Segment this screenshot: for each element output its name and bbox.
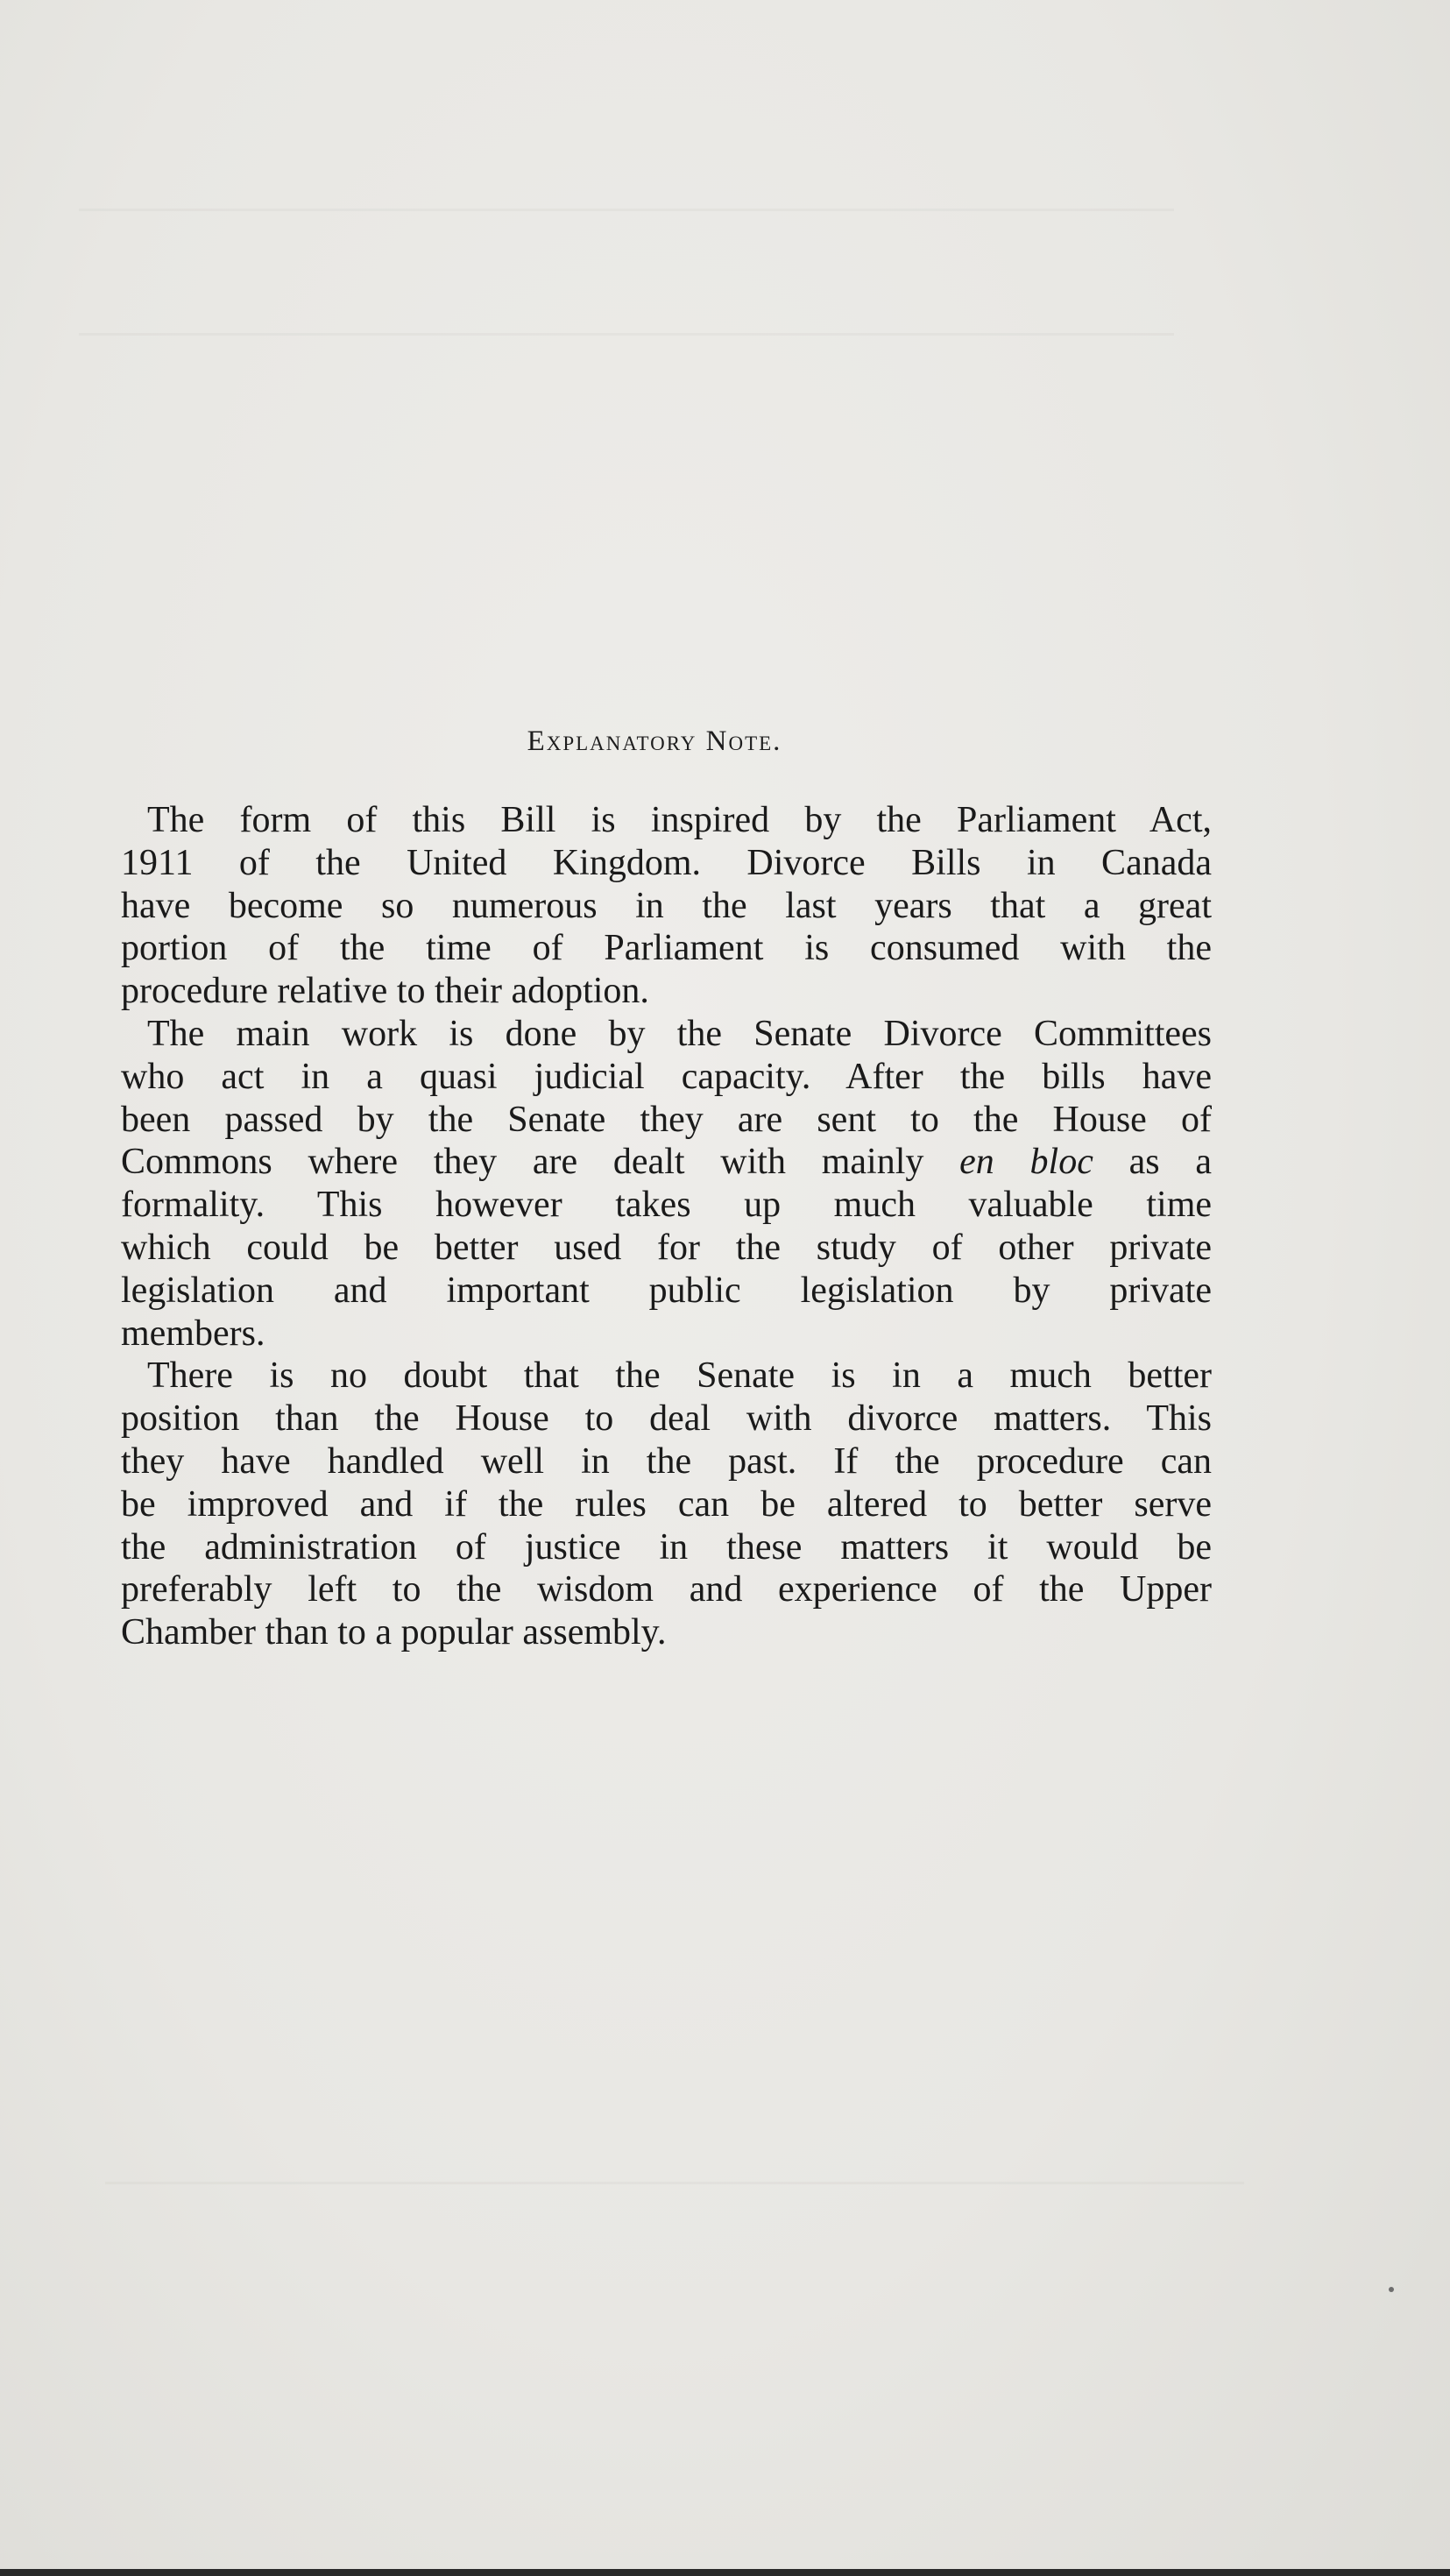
text-line: The form of this Bill is inspired by the Parliament Act, [147, 800, 1212, 840]
show-through-rule-top [79, 209, 1174, 211]
paragraph-1 [121, 799, 1212, 1013]
paragraph-2 [121, 1013, 1212, 1355]
text-line: been passed by the Senate they are sent to the House of [121, 1099, 1212, 1140]
paragraph-3 [121, 1355, 1212, 1654]
text-line: have become so numerous in the last years that a great [121, 885, 1212, 926]
italic-phrase: en bloc [959, 1142, 1093, 1183]
text-line: who act in a quasi judicial capacity. After the bills have [121, 1056, 1212, 1097]
text-segment: Commons where they are dealt with mainly [121, 1142, 924, 1183]
text-line: preferably left to the wisdom and experience of the Upper [121, 1569, 1212, 1610]
text-line: 1911 of the United Kingdom. Divorce Bills in Canada [121, 842, 1212, 883]
text-line-with-italic [121, 1141, 1212, 1184]
show-through-rule-lower [105, 2182, 1244, 2184]
page-bottom-edge [0, 2569, 1450, 2576]
text-line: formality. This however takes up much valuable time [121, 1185, 1212, 1226]
explanatory-note-heading: Explanatory Note. [527, 725, 782, 757]
text-line: which could be better used for the study of other private [121, 1227, 1212, 1268]
text-line: be improved and if the rules can be altered to better serve [121, 1483, 1212, 1525]
text-line: legislation and important public legislation by private [121, 1270, 1212, 1311]
text-line: they have handled well in the past. If the procedure can [121, 1440, 1212, 1482]
text-line: portion of the time of Parliament is consumed with the [121, 928, 1212, 969]
text-line: the administration of justice in these matters it would be [121, 1526, 1212, 1568]
text-segment: as a [1128, 1142, 1213, 1183]
show-through-rule-mid [79, 333, 1174, 336]
dust-speck [1389, 2287, 1394, 2292]
text-line: The main work is done by the Senate Divorce Committees [147, 1013, 1212, 1054]
text-line: position than the House to deal with divorce matters. This [121, 1398, 1212, 1440]
text-line: Chamber than to a popular assembly. [121, 1612, 667, 1653]
text-line: members. [121, 1313, 265, 1354]
text-line: procedure relative to their adoption. [121, 971, 649, 1012]
text-line: There is no doubt that the Senate is in a much better [147, 1355, 1212, 1397]
explanatory-note-body [121, 799, 1212, 1654]
